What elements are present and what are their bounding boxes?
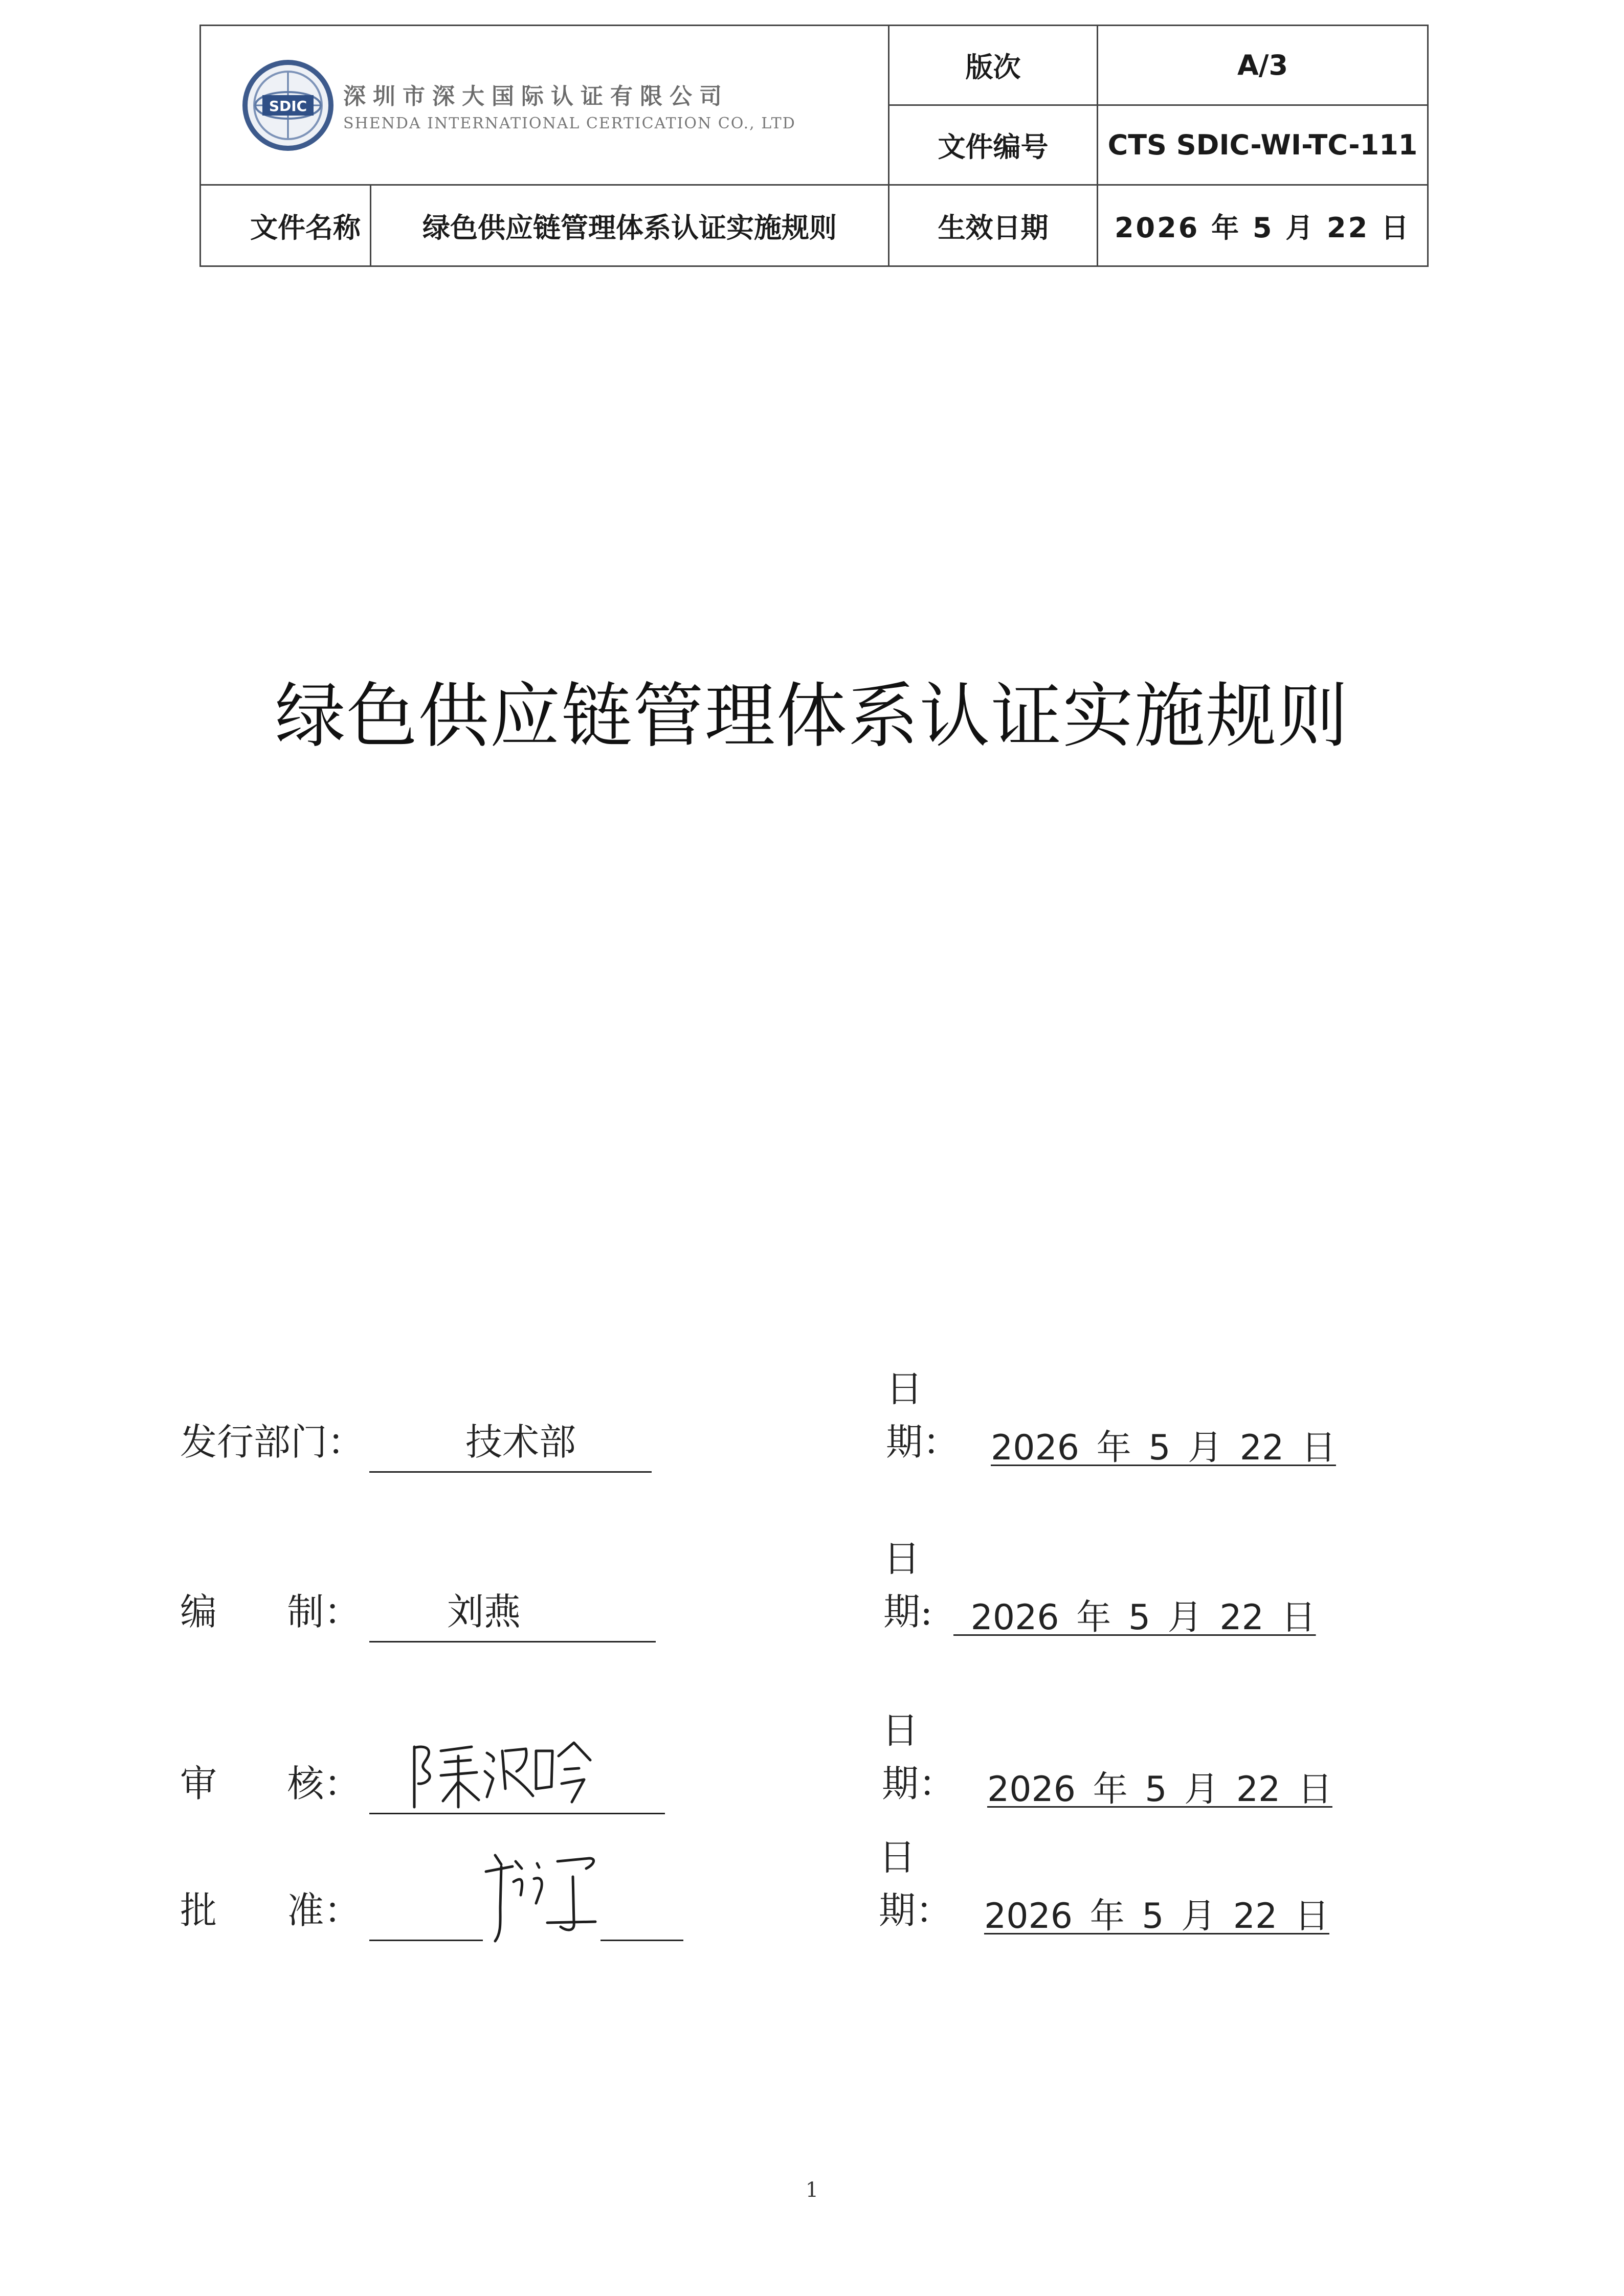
doc-name-label: 文件名称 [201, 185, 371, 266]
svg-text:SDIC: SDIC [269, 97, 307, 115]
approver-handwritten-signature [471, 1846, 614, 1943]
company-logo-cell [201, 26, 889, 185]
version-value: A/3 [1098, 26, 1428, 105]
page-number: 1 [805, 2178, 819, 2202]
company-logo-icon [242, 59, 334, 151]
prepared-underline [369, 1641, 656, 1642]
reviewer-handwritten-signature [405, 1736, 599, 1812]
effective-date-value: 2026 年 5 月 22 日 [1098, 185, 1428, 266]
effective-date-label: 生效日期 [889, 185, 1098, 266]
document-header-table [199, 25, 1429, 267]
reviewed-underline [369, 1813, 665, 1814]
approved-underline-left [369, 1940, 483, 1941]
reviewed-label: 审 核： [180, 1762, 361, 1805]
doc-name-value: 绿色供应链管理体系认证实施规则 [371, 185, 889, 266]
prepared-value: 刘燕 [447, 1590, 521, 1633]
approved-date-value: 2026 年 5 月 22 日 [984, 1896, 1329, 1937]
issuing-dept-underline [369, 1471, 652, 1473]
doc-number-label: 文件编号 [889, 105, 1098, 185]
issuing-dept-value: 技术部 [465, 1421, 576, 1464]
doc-number-value: CTS SDIC-WI-TC-111 [1098, 105, 1428, 185]
approved-date-label: 日期： [879, 1836, 953, 1932]
approved-label: 批 准： [180, 1889, 361, 1932]
prepared-date-value: 2026 年 5 月 22 日 [953, 1597, 1316, 1638]
company-name-cn: 深圳市深大国际认证有限公司 [343, 83, 729, 109]
reviewed-date-value: 2026 年 5 月 22 日 [987, 1769, 1332, 1810]
company-name-en: SHENDA INTERNATIONAL CERTICATION CO., LTD [343, 115, 796, 132]
issuing-date-label: 日期： [886, 1367, 960, 1464]
document-title: 绿色供应链管理体系认证实施规则 [275, 675, 1349, 757]
reviewed-date-label: 日期： [882, 1709, 956, 1805]
version-label: 版次 [889, 26, 1098, 105]
prepared-label: 编 制： [180, 1590, 361, 1633]
prepared-date-label: 日期: [883, 1537, 933, 1633]
issuing-date-value: 2026 年 5 月 22 日 [991, 1428, 1336, 1468]
issuing-dept-label: 发行部门： [180, 1421, 365, 1464]
